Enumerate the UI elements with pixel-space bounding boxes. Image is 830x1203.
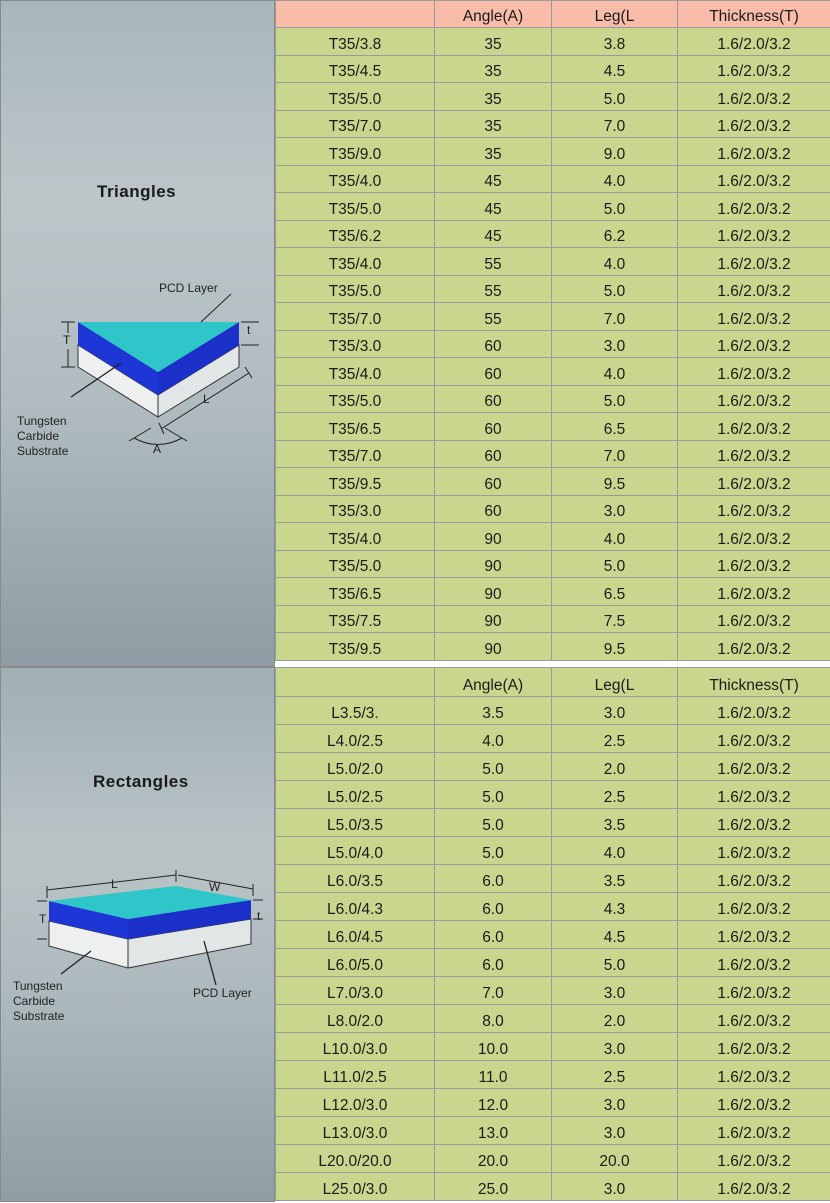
cell-model: L4.0/2.5 [276, 725, 435, 753]
cell-thickness: 1.6/2.0/3.2 [678, 977, 830, 1005]
cell-leg: 7.0 [552, 303, 678, 331]
cell-angle: 6.0 [435, 949, 552, 977]
cell-thickness: 1.6/2.0/3.2 [678, 837, 830, 865]
cell-thickness: 1.6/2.0/3.2 [678, 1145, 830, 1173]
cell-leg: 3.0 [552, 1089, 678, 1117]
table-row [276, 385, 830, 413]
table-row [276, 495, 830, 523]
cell-thickness: 1.6/2.0/3.2 [678, 468, 830, 496]
table-row [276, 110, 830, 138]
table-row [276, 633, 830, 661]
cell-leg: 5.0 [552, 275, 678, 303]
table-row [276, 28, 830, 56]
cell-thickness: 1.6/2.0/3.2 [678, 1173, 830, 1201]
cell-model: T35/4.0 [276, 523, 435, 551]
table-row [276, 1117, 830, 1145]
cell-angle: 5.0 [435, 781, 552, 809]
cell-thickness: 1.6/2.0/3.2 [678, 781, 830, 809]
cell-thickness: 1.6/2.0/3.2 [678, 809, 830, 837]
header-thickness: Thickness(T) [678, 668, 830, 697]
table-row [276, 193, 830, 221]
table-row [276, 550, 830, 578]
cell-leg: 4.0 [552, 358, 678, 386]
cell-model: T35/4.0 [276, 165, 435, 193]
cell-model: T35/6.2 [276, 220, 435, 248]
cell-model: L3.5/3. [276, 697, 435, 725]
cell-angle: 35 [435, 28, 552, 56]
cell-model: T35/5.0 [276, 83, 435, 111]
cell-model: T35/9.5 [276, 633, 435, 661]
cell-leg: 2.0 [552, 753, 678, 781]
table-row [276, 440, 830, 468]
rectangles-title: Rectangles [93, 772, 189, 792]
cell-thickness: 1.6/2.0/3.2 [678, 893, 830, 921]
cell-angle: 60 [435, 468, 552, 496]
cell-leg: 4.3 [552, 893, 678, 921]
rectangles-panel [0, 667, 275, 1202]
cell-model: L10.0/3.0 [276, 1033, 435, 1061]
cell-thickness: 1.6/2.0/3.2 [678, 633, 830, 661]
cell-thickness: 1.6/2.0/3.2 [678, 605, 830, 633]
width-W-label: W [209, 880, 220, 895]
table-row [276, 893, 830, 921]
cell-thickness: 1.6/2.0/3.2 [678, 413, 830, 441]
cell-leg: 5.0 [552, 949, 678, 977]
cell-thickness: 1.6/2.0/3.2 [678, 110, 830, 138]
cell-leg: 2.5 [552, 1061, 678, 1089]
cell-leg: 2.5 [552, 725, 678, 753]
table-row [276, 725, 830, 753]
table-row [276, 1145, 830, 1173]
cell-angle: 55 [435, 275, 552, 303]
cell-model: L12.0/3.0 [276, 1089, 435, 1117]
cell-model: T35/9.0 [276, 138, 435, 166]
cell-angle: 5.0 [435, 837, 552, 865]
cell-model: L6.0/3.5 [276, 865, 435, 893]
cell-angle: 55 [435, 303, 552, 331]
cell-angle: 10.0 [435, 1033, 552, 1061]
cell-thickness: 1.6/2.0/3.2 [678, 1033, 830, 1061]
thickness-t-label: t [257, 909, 260, 924]
cell-leg: 3.0 [552, 330, 678, 358]
cell-angle: 6.0 [435, 893, 552, 921]
table-row [276, 865, 830, 893]
table-row [276, 413, 830, 441]
cell-thickness: 1.6/2.0/3.2 [678, 1061, 830, 1089]
cell-thickness: 1.6/2.0/3.2 [678, 725, 830, 753]
cell-leg: 4.5 [552, 55, 678, 83]
triangles-table [275, 0, 830, 661]
cell-thickness: 1.6/2.0/3.2 [678, 865, 830, 893]
header-leg: Leg(L [552, 668, 678, 697]
table-row [276, 138, 830, 166]
table-row [276, 220, 830, 248]
table-row [276, 1061, 830, 1089]
triangle-insert-diagram [1, 1, 276, 668]
cell-leg: 6.5 [552, 578, 678, 606]
table-row [276, 949, 830, 977]
cell-angle: 45 [435, 165, 552, 193]
cell-leg: 5.0 [552, 385, 678, 413]
cell-thickness: 1.6/2.0/3.2 [678, 165, 830, 193]
cell-thickness: 1.6/2.0/3.2 [678, 1089, 830, 1117]
cell-leg: 3.0 [552, 1033, 678, 1061]
cell-leg: 4.0 [552, 248, 678, 276]
cell-model: L20.0/20.0 [276, 1145, 435, 1173]
cell-model: T35/7.0 [276, 440, 435, 468]
cell-leg: 3.0 [552, 1117, 678, 1145]
cell-thickness: 1.6/2.0/3.2 [678, 28, 830, 56]
cell-thickness: 1.6/2.0/3.2 [678, 550, 830, 578]
cell-leg: 2.5 [552, 781, 678, 809]
cell-leg: 5.0 [552, 83, 678, 111]
thickness-t-label: t [247, 323, 250, 338]
cell-thickness: 1.6/2.0/3.2 [678, 303, 830, 331]
cell-thickness: 1.6/2.0/3.2 [678, 358, 830, 386]
cell-thickness: 1.6/2.0/3.2 [678, 55, 830, 83]
thickness-T-label: T [63, 333, 70, 348]
cell-model: L5.0/2.5 [276, 781, 435, 809]
cell-model: T35/5.0 [276, 193, 435, 221]
table-row [276, 1005, 830, 1033]
substrate-label: Tungsten Carbide Substrate [13, 979, 64, 1024]
cell-model: L5.0/4.0 [276, 837, 435, 865]
header-row [276, 668, 830, 697]
rectangles-table [275, 667, 830, 1201]
cell-model: T35/7.5 [276, 605, 435, 633]
table-row [276, 977, 830, 1005]
header-angle: Angle(A) [435, 668, 552, 697]
cell-leg: 3.0 [552, 1173, 678, 1201]
table-row [276, 330, 830, 358]
cell-leg: 3.0 [552, 697, 678, 725]
cell-angle: 5.0 [435, 753, 552, 781]
cell-thickness: 1.6/2.0/3.2 [678, 921, 830, 949]
table-row [276, 605, 830, 633]
cell-angle: 90 [435, 605, 552, 633]
cell-angle: 60 [435, 385, 552, 413]
table-row [276, 275, 830, 303]
cell-angle: 60 [435, 358, 552, 386]
cell-angle: 5.0 [435, 809, 552, 837]
cell-leg: 6.2 [552, 220, 678, 248]
thickness-T-label: T [39, 912, 46, 927]
cell-model: T35/3.0 [276, 330, 435, 358]
header-row [276, 1, 830, 28]
cell-leg: 9.0 [552, 138, 678, 166]
table-row [276, 1033, 830, 1061]
table-row [276, 837, 830, 865]
cell-model: T35/5.0 [276, 385, 435, 413]
cell-leg: 20.0 [552, 1145, 678, 1173]
table-row [276, 697, 830, 725]
cell-angle: 12.0 [435, 1089, 552, 1117]
cell-thickness: 1.6/2.0/3.2 [678, 275, 830, 303]
rectangle-insert-diagram [1, 668, 276, 1203]
cell-thickness: 1.6/2.0/3.2 [678, 1117, 830, 1145]
cell-leg: 3.0 [552, 495, 678, 523]
table-row [276, 358, 830, 386]
cell-model: L6.0/5.0 [276, 949, 435, 977]
cell-model: T35/3.8 [276, 28, 435, 56]
table-row [276, 578, 830, 606]
cell-model: T35/6.5 [276, 413, 435, 441]
table-row [276, 523, 830, 551]
cell-angle: 7.0 [435, 977, 552, 1005]
cell-leg: 4.0 [552, 523, 678, 551]
cell-angle: 60 [435, 413, 552, 441]
cell-angle: 45 [435, 193, 552, 221]
cell-thickness: 1.6/2.0/3.2 [678, 949, 830, 977]
cell-model: T35/7.0 [276, 303, 435, 331]
table-row [276, 165, 830, 193]
cell-angle: 20.0 [435, 1145, 552, 1173]
header-thickness: Thickness(T) [678, 1, 830, 28]
cell-angle: 90 [435, 578, 552, 606]
cell-model: L5.0/2.0 [276, 753, 435, 781]
cell-leg: 7.5 [552, 605, 678, 633]
header-model [276, 668, 435, 697]
table-row [276, 83, 830, 111]
cell-leg: 3.0 [552, 977, 678, 1005]
cell-leg: 2.0 [552, 1005, 678, 1033]
length-L-label: L [111, 877, 118, 892]
cell-angle: 45 [435, 220, 552, 248]
cell-angle: 6.0 [435, 865, 552, 893]
cell-leg: 9.5 [552, 633, 678, 661]
cell-thickness: 1.6/2.0/3.2 [678, 1005, 830, 1033]
header-leg: Leg(L [552, 1, 678, 28]
cell-thickness: 1.6/2.0/3.2 [678, 193, 830, 221]
cell-angle: 90 [435, 633, 552, 661]
cell-angle: 3.5 [435, 697, 552, 725]
cell-leg: 4.5 [552, 921, 678, 949]
cell-leg: 4.0 [552, 165, 678, 193]
cell-angle: 35 [435, 55, 552, 83]
cell-model: T35/5.0 [276, 275, 435, 303]
cell-angle: 35 [435, 110, 552, 138]
cell-model: L5.0/3.5 [276, 809, 435, 837]
cell-leg: 5.0 [552, 550, 678, 578]
cell-thickness: 1.6/2.0/3.2 [678, 220, 830, 248]
cell-angle: 90 [435, 550, 552, 578]
cell-model: T35/9.5 [276, 468, 435, 496]
cell-model: L25.0/3.0 [276, 1173, 435, 1201]
cell-model: L6.0/4.3 [276, 893, 435, 921]
cell-model: T35/3.0 [276, 495, 435, 523]
cell-thickness: 1.6/2.0/3.2 [678, 440, 830, 468]
substrate-label: Tungsten Carbide Substrate [17, 414, 68, 459]
cell-thickness: 1.6/2.0/3.2 [678, 523, 830, 551]
cell-leg: 5.0 [552, 193, 678, 221]
cell-angle: 8.0 [435, 1005, 552, 1033]
cell-thickness: 1.6/2.0/3.2 [678, 248, 830, 276]
table-row [276, 468, 830, 496]
cell-model: T35/4.5 [276, 55, 435, 83]
cell-angle: 11.0 [435, 1061, 552, 1089]
table-row [276, 781, 830, 809]
triangles-panel [0, 0, 275, 667]
cell-angle: 60 [435, 330, 552, 358]
cell-model: T35/6.5 [276, 578, 435, 606]
triangles-title: Triangles [97, 182, 176, 202]
angle-A-label: A [153, 442, 161, 457]
cell-thickness: 1.6/2.0/3.2 [678, 753, 830, 781]
cell-angle: 13.0 [435, 1117, 552, 1145]
cell-angle: 25.0 [435, 1173, 552, 1201]
header-angle: Angle(A) [435, 1, 552, 28]
table-row [276, 55, 830, 83]
cell-model: L8.0/2.0 [276, 1005, 435, 1033]
cell-angle: 6.0 [435, 921, 552, 949]
table-row [276, 921, 830, 949]
cell-leg: 4.0 [552, 837, 678, 865]
cell-angle: 4.0 [435, 725, 552, 753]
table-row [276, 1173, 830, 1201]
table-row [276, 303, 830, 331]
cell-angle: 55 [435, 248, 552, 276]
cell-leg: 7.0 [552, 440, 678, 468]
cell-leg: 3.5 [552, 865, 678, 893]
cell-thickness: 1.6/2.0/3.2 [678, 385, 830, 413]
cell-thickness: 1.6/2.0/3.2 [678, 495, 830, 523]
cell-thickness: 1.6/2.0/3.2 [678, 697, 830, 725]
cell-model: T35/4.0 [276, 248, 435, 276]
cell-model: L13.0/3.0 [276, 1117, 435, 1145]
table-row [276, 753, 830, 781]
table-row [276, 1089, 830, 1117]
cell-angle: 35 [435, 138, 552, 166]
cell-thickness: 1.6/2.0/3.2 [678, 83, 830, 111]
table-row [276, 248, 830, 276]
pcd-layer-label: PCD Layer [159, 281, 218, 296]
pcd-layer-label: PCD Layer [193, 986, 252, 1001]
cell-model: L7.0/3.0 [276, 977, 435, 1005]
header-model [276, 1, 435, 28]
cell-model: T35/5.0 [276, 550, 435, 578]
cell-angle: 35 [435, 83, 552, 111]
cell-model: L11.0/2.5 [276, 1061, 435, 1089]
table-row [276, 809, 830, 837]
cell-leg: 9.5 [552, 468, 678, 496]
cell-model: T35/4.0 [276, 358, 435, 386]
cell-leg: 7.0 [552, 110, 678, 138]
cell-model: T35/7.0 [276, 110, 435, 138]
cell-angle: 90 [435, 523, 552, 551]
cell-leg: 6.5 [552, 413, 678, 441]
cell-angle: 60 [435, 440, 552, 468]
cell-leg: 3.5 [552, 809, 678, 837]
cell-angle: 60 [435, 495, 552, 523]
cell-model: L6.0/4.5 [276, 921, 435, 949]
cell-leg: 3.8 [552, 28, 678, 56]
cell-thickness: 1.6/2.0/3.2 [678, 138, 830, 166]
leg-L-label: L [203, 392, 210, 407]
cell-thickness: 1.6/2.0/3.2 [678, 578, 830, 606]
cell-thickness: 1.6/2.0/3.2 [678, 330, 830, 358]
